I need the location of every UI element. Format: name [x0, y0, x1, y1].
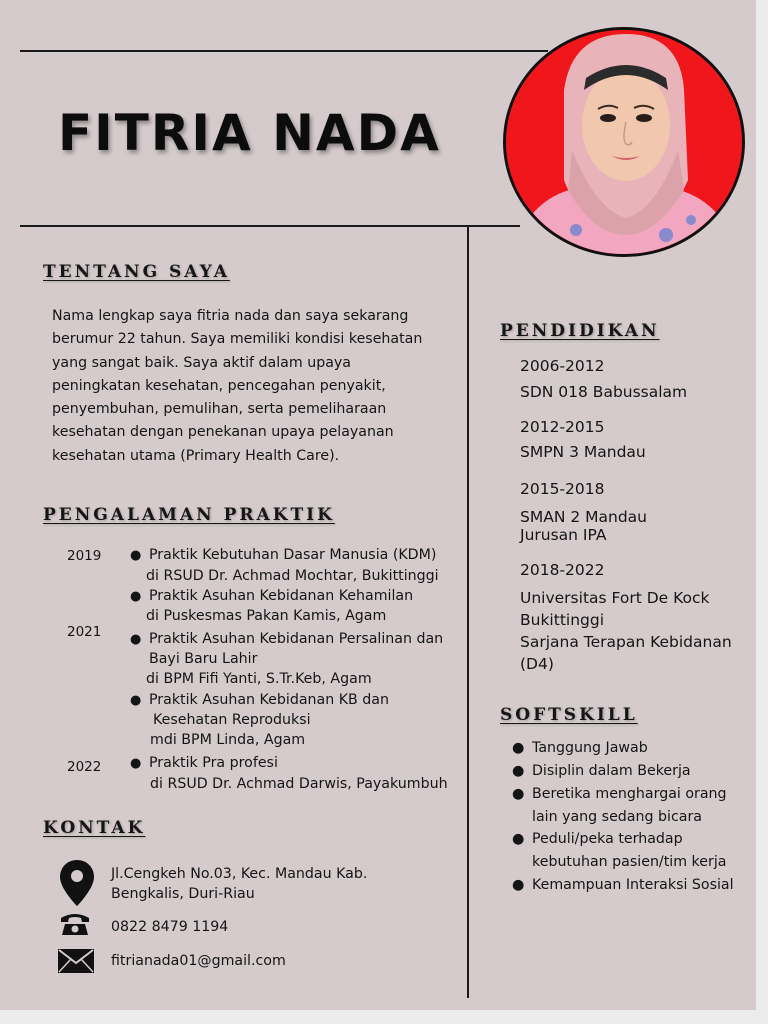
softskill-label: Beretika menghargai orang: [532, 786, 727, 802]
about-line: berumur 22 tahun. Saya memiliki kondisi kesehatan: [52, 331, 423, 348]
about-line: yang sangat baik. Saya aktif dalam upaya: [52, 354, 351, 371]
softskill-label: Disiplin dalam Bekerja: [532, 763, 691, 779]
column-divider: [467, 225, 469, 998]
experience-line: Bayi Baru Lahir: [149, 651, 258, 667]
bullet-icon: ●: [130, 756, 142, 771]
about-line: Nama lengkap saya fitria nada dan saya sekarang: [52, 308, 409, 324]
telephone-icon: [59, 912, 91, 936]
about-line: kesehatan utama (Primary Health Care).: [52, 447, 340, 464]
experience-line: Praktik Kebutuhan Dasar Manusia (KDM): [149, 547, 437, 563]
bullet-icon: ●: [512, 786, 525, 802]
contact-phone[interactable]: 0822 8479 1194: [111, 919, 229, 935]
education-years: 2006-2012: [520, 357, 605, 375]
experience-line: di BPM Fifi Yanti, S.Tr.Keb, Agam: [146, 671, 372, 687]
education-school: Sarjana Terapan Kebidanan: [520, 633, 732, 651]
experience-title: PENGALAMAN PRAKTIK: [43, 505, 335, 525]
about-line: penyembuhan, pemulihan, serta pemeliharaan: [52, 401, 387, 418]
experience-line: di Puskesmas Pakan Kamis, Agam: [146, 608, 387, 624]
education-school: SDN 018 Babussalam: [520, 383, 688, 401]
education-years: 2012-2015: [520, 418, 605, 436]
bullet-icon: ●: [512, 831, 525, 847]
experience-line: Praktik Pra profesi: [149, 755, 278, 771]
bullet-icon: ●: [512, 740, 525, 756]
education-school: SMAN 2 Mandau: [520, 508, 647, 526]
bullet-icon: ●: [512, 877, 525, 893]
about-line: peningkatan kesehatan, pencegahan penyakit,: [52, 377, 386, 394]
bullet-icon: ●: [130, 548, 142, 563]
education-school: SMPN 3 Mandau: [520, 443, 646, 461]
experience-line: Praktik Asuhan Kebidanan Persalinan dan: [149, 631, 444, 647]
profile-photo-illustration: [506, 30, 742, 254]
bullet-icon: ●: [512, 763, 525, 779]
softskill-label: Peduli/peka terhadap: [532, 831, 683, 847]
education-school: (D4): [520, 655, 554, 673]
softskill-title: SOFTSKILL: [500, 705, 638, 725]
softskill-label: Kemampuan Interaksi Sosial: [532, 877, 734, 893]
experience-line: Praktik Asuhan Kebidanan Kehamilan: [149, 588, 414, 604]
bullet-icon: ●: [130, 693, 142, 708]
experience-line: di RSUD Dr. Achmad Mochtar, Bukittinggi: [146, 568, 439, 584]
experience-line: Praktik Asuhan Kebidanan KB dan: [149, 692, 389, 708]
about-title: TENTANG SAYA: [43, 262, 230, 282]
education-title: PENDIDIKAN: [500, 321, 660, 341]
softskill-item: [512, 831, 683, 847]
softskill-item: [512, 763, 691, 779]
softskill-continuation: kebutuhan pasien/tim kerja: [532, 854, 727, 870]
softskill-item: [512, 740, 648, 756]
contact-title: KONTAK: [43, 818, 146, 838]
softskill-item: [512, 877, 734, 893]
education-school: Bukittinggi: [520, 611, 605, 629]
profile-photo: [503, 27, 745, 257]
softskill-label: Tanggung Jawab: [532, 740, 648, 756]
person-name: FITRIA NADA: [58, 104, 441, 162]
contact-email[interactable]: fitrianada01@gmail.com: [111, 953, 286, 969]
header-top-rule: [20, 50, 548, 52]
experience-year: 2022: [67, 759, 102, 775]
envelope-icon: [58, 949, 94, 973]
bullet-icon: ●: [130, 632, 142, 647]
experience-year: 2021: [67, 624, 102, 640]
location-pin-icon: [60, 860, 94, 906]
bullet-icon: ●: [130, 589, 142, 604]
contact-address-line: Jl.Cengkeh No.03, Kec. Mandau Kab.: [111, 866, 368, 882]
experience-year: 2019: [67, 548, 102, 564]
experience-line: Kesehatan Reproduksi: [153, 712, 311, 728]
softskill-continuation: lain yang sedang bicara: [532, 809, 702, 825]
education-years: 2015-2018: [520, 480, 605, 498]
header-bottom-rule: [20, 225, 520, 227]
experience-line: mdi BPM Linda, Agam: [150, 732, 306, 748]
about-text: [52, 305, 437, 468]
education-school: Universitas Fort De Kock: [520, 589, 710, 607]
softskill-item: [512, 786, 727, 802]
education-school: Jurusan IPA: [520, 526, 607, 544]
contact-address-line: Bengkalis, Duri-Riau: [111, 886, 255, 902]
experience-line: di RSUD Dr. Achmad Darwis, Payakumbuh: [150, 776, 448, 792]
about-line: kesehatan dengan penekanan upaya pelayanan: [52, 424, 394, 441]
education-years: 2018-2022: [520, 561, 605, 579]
